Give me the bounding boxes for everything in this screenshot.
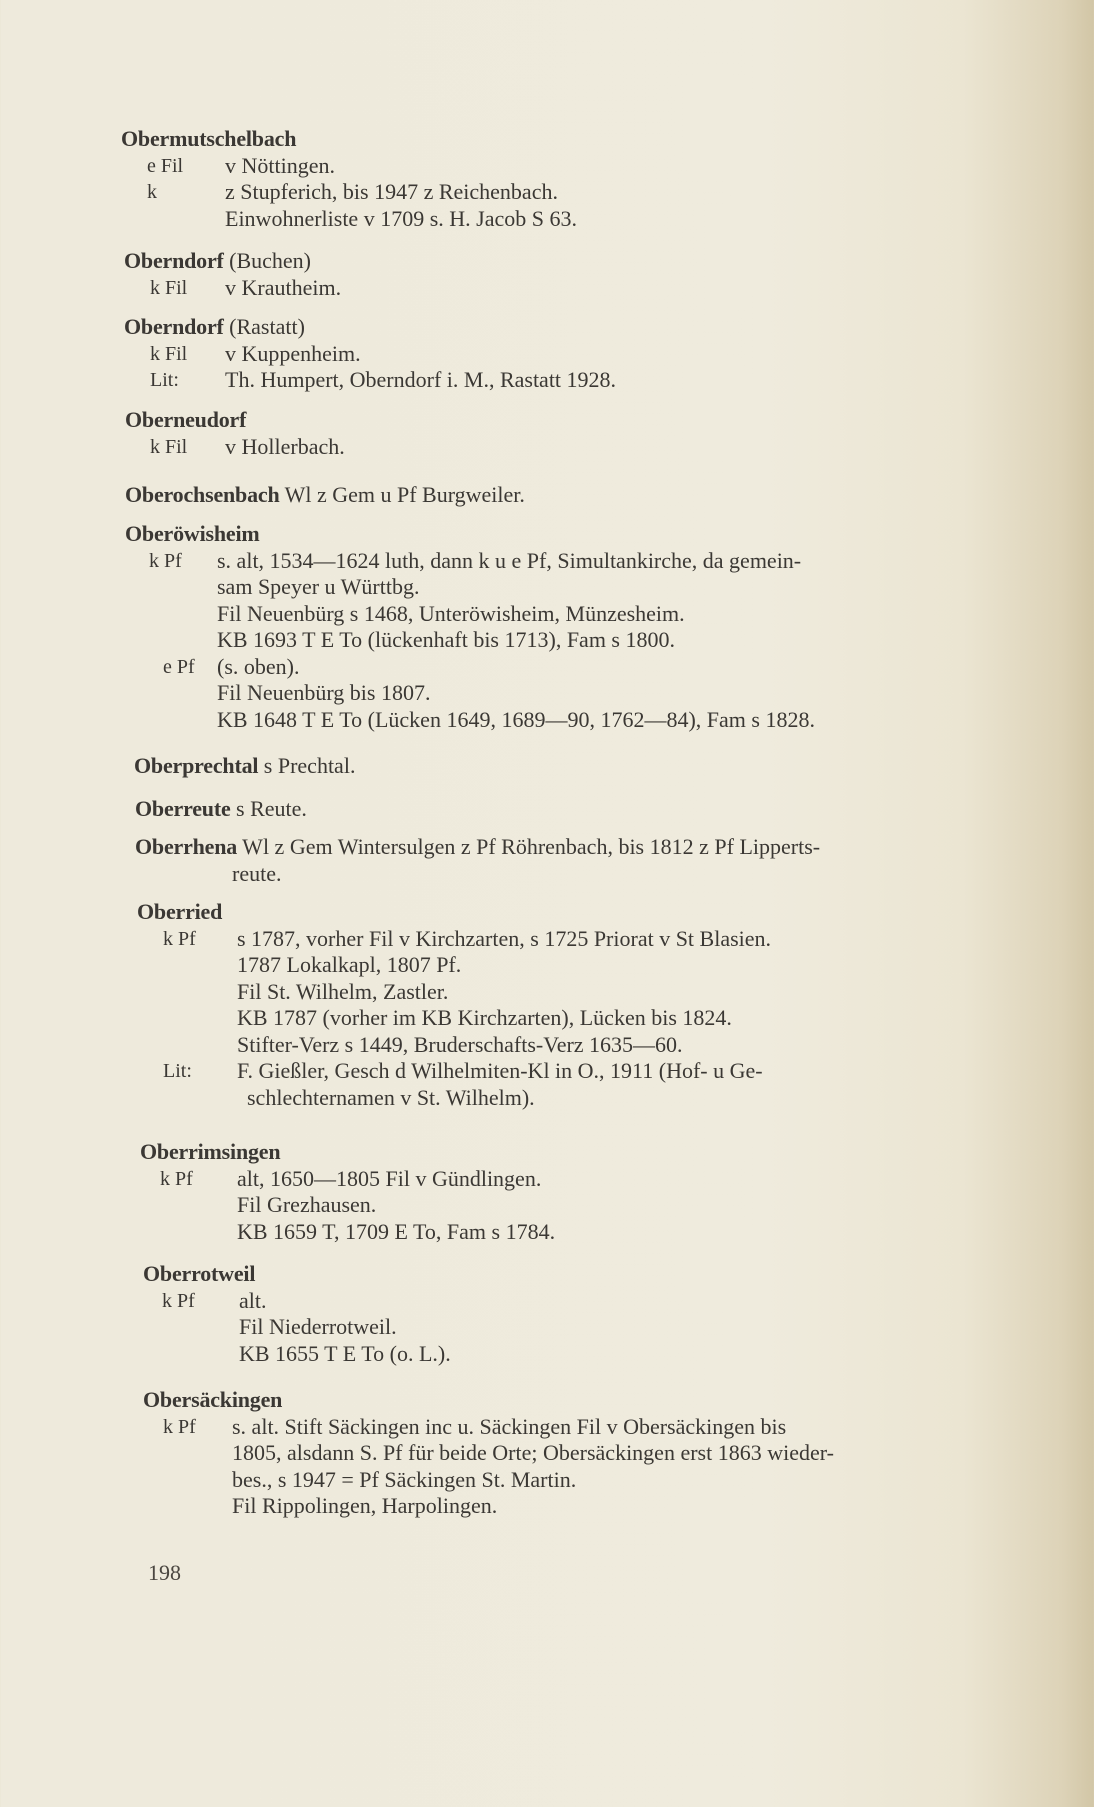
entry-head <box>140 1139 1094 1166</box>
row-text: sam Speyer u Württbg. <box>217 574 420 599</box>
row-text: Fil Neuenbürg bis 1807. <box>217 680 431 705</box>
row-text: Stifter-Verz s 1449, Bruderschafts-Verz 1635—60. <box>237 1031 683 1057</box>
headword: Oberrhena <box>135 834 238 859</box>
row-text: s. alt, 1534—1624 luth, dann k u e Pf, Simultankirche, da gemein- <box>217 547 802 573</box>
row-label: k Fil <box>150 276 188 299</box>
row-text: v Krautheim. <box>225 274 342 300</box>
row-text: F. Gießler, Gesch d Wilhelmiten-Kl in O., 1911 (Hof- u Ge- <box>237 1058 763 1083</box>
entry-row <box>125 654 1094 734</box>
row-label: k Fil <box>150 435 188 458</box>
row-text: z Stupferich, bis 1947 z Reichenbach. <box>225 179 558 204</box>
headword: Oberneudorf <box>125 407 247 432</box>
entry-row <box>143 1414 1094 1520</box>
headword-suffix: s Reute. <box>230 796 307 821</box>
entry-row <box>137 1058 1094 1111</box>
row-label: e Pf <box>163 655 195 678</box>
entry-oberried <box>137 899 1094 1111</box>
entry-head <box>143 1261 1094 1288</box>
row-text: 1787 Lokalkapl, 1807 Pf. <box>237 952 462 977</box>
entry-head <box>135 834 1094 861</box>
row-text: Fil St. Wilhelm, Zastler. <box>237 978 449 1004</box>
row-text: v Nöttingen. <box>225 152 335 178</box>
row-text: Fil Niederrotweil. <box>239 1314 397 1339</box>
entry-head <box>125 482 1094 509</box>
entry-row <box>121 179 1094 232</box>
entry-row <box>137 926 1094 1059</box>
row-label: k <box>147 181 157 203</box>
row-text: Fil Neuenbürg s 1468, Unteröwisheim, Münzesheim. <box>217 600 685 626</box>
row-text: (s. oben). <box>217 653 300 679</box>
entry-oberochsenbach <box>125 482 1094 509</box>
entry-oberreute <box>135 796 1094 823</box>
headword: Obermutschelbach <box>121 126 297 151</box>
row-text: alt. <box>239 1287 267 1313</box>
row-text: v Hollerbach. <box>225 433 345 459</box>
entry-oberneudorf <box>125 407 1094 460</box>
headword: Oberochsenbach <box>125 482 280 507</box>
page-number: 198 <box>148 1560 181 1585</box>
row-text: schlechternamen v St. Wilhelm). <box>247 1084 535 1110</box>
entry-head <box>125 407 1094 434</box>
row-label: k Fil <box>150 342 188 365</box>
entry-obersaeckingen <box>143 1387 1094 1520</box>
row-label: k Pf <box>149 549 182 572</box>
row-text: s. alt. Stift Säckingen inc u. Säckingen Fil v Obersäckingen bis <box>232 1413 787 1439</box>
headword-suffix: Wl z Gem u Pf Burgweiler. <box>279 482 525 507</box>
row-label: k Pf <box>162 1289 195 1312</box>
entry-head <box>124 314 1094 341</box>
headword: Oberrotweil <box>143 1261 256 1286</box>
entry-head <box>134 753 1094 780</box>
headword: Oberprechtal <box>134 753 259 778</box>
headword-suffix: Wl z Gem Wintersulgen z Pf Röhrenbach, bis 1812 z Pf Lipperts- <box>237 834 821 859</box>
entry-oberndorf-rastatt <box>124 314 1094 394</box>
headword: Obersäckingen <box>143 1387 283 1412</box>
row-label: e Fil <box>147 154 184 177</box>
entry-head <box>121 126 1094 153</box>
entry-oberprechtal <box>134 753 1094 780</box>
row-label: k Pf <box>163 927 196 950</box>
row-text: Einwohnerliste v 1709 s. H. Jacob S 63. <box>225 205 577 231</box>
row-text: alt, 1650—1805 Fil v Gündlingen. <box>237 1165 542 1191</box>
entry-oberrotweil <box>143 1261 1094 1367</box>
entry-row <box>124 367 1094 394</box>
headword: Oberreute <box>135 796 231 821</box>
entry-obermutschelbach <box>121 126 1094 232</box>
row-text: KB 1655 T E To (o. L.). <box>239 1340 451 1366</box>
row-label: k Pf <box>160 1167 193 1190</box>
entry-row <box>121 153 1094 180</box>
row-label: Lit: <box>150 369 179 391</box>
row-text: bes., s 1947 = Pf Säckingen St. Martin. <box>232 1466 577 1492</box>
headword-suffix: s Prechtal. <box>258 753 356 778</box>
headword: Oberried <box>137 899 223 924</box>
row-text: Fil Rippolingen, Harpolingen. <box>232 1493 498 1518</box>
headword: Oberndorf <box>124 314 224 339</box>
entry-oberndorf-buchen <box>124 248 1094 301</box>
row-text: Th. Humpert, Oberndorf i. M., Rastatt 1928. <box>225 367 617 392</box>
entry-row <box>125 548 1094 654</box>
headword: Oberrimsingen <box>140 1139 281 1164</box>
entry-row <box>143 1288 1094 1368</box>
row-label: Lit: <box>163 1060 192 1082</box>
entry-head <box>137 899 1094 926</box>
headword: Oberndorf <box>124 248 224 273</box>
row-text: KB 1659 T, 1709 E To, Fam s 1784. <box>237 1218 556 1244</box>
entry-oberrhena <box>135 834 1094 887</box>
entry-head <box>124 248 1094 275</box>
row-text: KB 1787 (vorher im KB Kirchzarten), Lücken bis 1824. <box>237 1005 732 1030</box>
entry-head <box>125 521 1094 548</box>
entry-head <box>135 796 1094 823</box>
headword-suffix: (Rastatt) <box>223 314 305 339</box>
entry-row <box>140 1166 1094 1246</box>
row-text: 1805, alsdann S. Pf für beide Orte; Obersäckingen erst 1863 wieder- <box>232 1440 834 1465</box>
row-text: Fil Grezhausen. <box>237 1192 377 1217</box>
headword-suffix: (Buchen) <box>223 248 311 273</box>
entry-row <box>124 275 1094 302</box>
entry-head <box>143 1387 1094 1414</box>
entry-row <box>125 434 1094 461</box>
row-text: KB 1693 T E To (lückenhaft bis 1713), Fam s 1800. <box>217 627 675 652</box>
entry-row <box>124 341 1094 368</box>
row-label: k Pf <box>163 1415 196 1438</box>
entry-oberrimsingen <box>140 1139 1094 1245</box>
entry-oberoewisheim <box>125 521 1094 733</box>
headword-continuation: reute. <box>232 860 282 886</box>
row-text: KB 1648 T E To (Lücken 1649, 1689—90, 1762—84), Fam s 1828. <box>217 706 815 732</box>
headword: Oberöwisheim <box>125 521 260 546</box>
row-text: s 1787, vorher Fil v Kirchzarten, s 1725 Priorat v St Blasien. <box>237 925 772 951</box>
row-text: v Kuppenheim. <box>225 340 361 366</box>
